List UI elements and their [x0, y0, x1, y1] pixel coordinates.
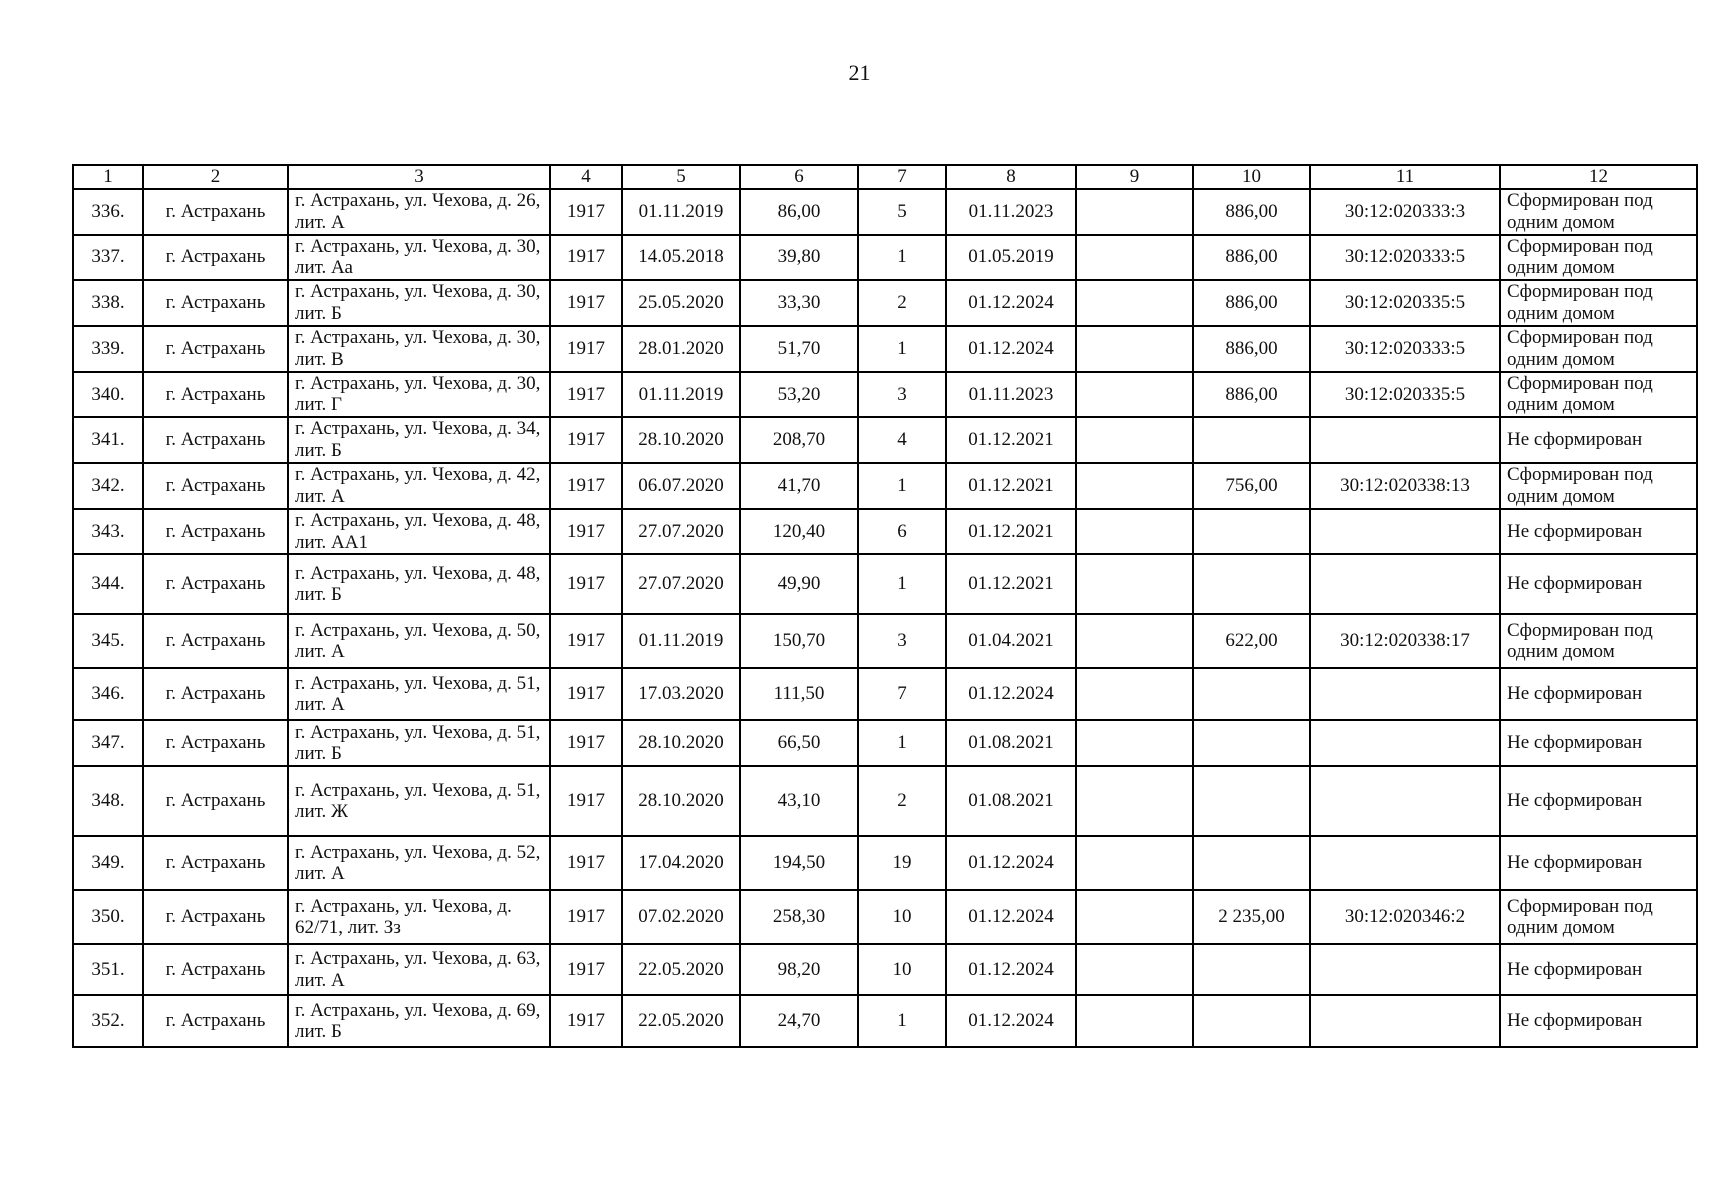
row-number: 349. — [73, 836, 143, 890]
address-cell: г. Астрахань, ул. Чехова, д. 30, лит. В — [288, 326, 550, 372]
area-cell: 86,00 — [740, 189, 858, 235]
address-cell: г. Астрахань, ул. Чехова, д. 34, лит. Б — [288, 417, 550, 463]
area-cell: 43,10 — [740, 766, 858, 836]
column-header-7: 7 — [858, 165, 946, 189]
count-cell: 3 — [858, 614, 946, 668]
start-date-cell: 28.10.2020 — [622, 720, 740, 766]
count-cell: 1 — [858, 463, 946, 509]
row-number: 345. — [73, 614, 143, 668]
year-cell: 1917 — [550, 326, 622, 372]
row-number: 343. — [73, 509, 143, 555]
area-cell: 208,70 — [740, 417, 858, 463]
count-cell: 7 — [858, 668, 946, 720]
row-number: 344. — [73, 554, 143, 614]
end-date-cell: 01.12.2024 — [946, 326, 1076, 372]
end-date-cell: 01.12.2024 — [946, 890, 1076, 944]
end-date-cell: 01.12.2021 — [946, 509, 1076, 555]
table-row — [73, 766, 1697, 836]
area-cell: 49,90 — [740, 554, 858, 614]
address-cell: г. Астрахань, ул. Чехова, д. 69, лит. Б — [288, 995, 550, 1047]
land-area-cell — [1193, 417, 1310, 463]
count-cell: 6 — [858, 509, 946, 555]
land-status-cell: Не сформирован — [1500, 417, 1697, 463]
year-cell: 1917 — [550, 235, 622, 281]
city-cell: г. Астрахань — [143, 417, 288, 463]
year-cell: 1917 — [550, 720, 622, 766]
area-cell: 150,70 — [740, 614, 858, 668]
row-number: 351. — [73, 944, 143, 995]
address-cell: г. Астрахань, ул. Чехова, д. 42, лит. А — [288, 463, 550, 509]
city-cell: г. Астрахань — [143, 890, 288, 944]
column-9-cell — [1076, 995, 1193, 1047]
land-status-cell: Не сформирован — [1500, 836, 1697, 890]
count-cell: 2 — [858, 280, 946, 326]
cadastral-number-cell — [1310, 766, 1500, 836]
year-cell: 1917 — [550, 554, 622, 614]
year-cell: 1917 — [550, 509, 622, 555]
land-area-cell: 886,00 — [1193, 372, 1310, 418]
land-area-cell: 886,00 — [1193, 280, 1310, 326]
count-cell: 1 — [858, 554, 946, 614]
land-area-cell: 886,00 — [1193, 235, 1310, 281]
area-cell: 258,30 — [740, 890, 858, 944]
start-date-cell: 28.01.2020 — [622, 326, 740, 372]
land-status-cell: Не сформирован — [1500, 509, 1697, 555]
cadastral-number-cell — [1310, 509, 1500, 555]
column-header-8: 8 — [946, 165, 1076, 189]
city-cell: г. Астрахань — [143, 280, 288, 326]
start-date-cell: 14.05.2018 — [622, 235, 740, 281]
area-cell: 53,20 — [740, 372, 858, 418]
end-date-cell: 01.12.2024 — [946, 668, 1076, 720]
city-cell: г. Астрахань — [143, 463, 288, 509]
start-date-cell: 06.07.2020 — [622, 463, 740, 509]
column-9-cell — [1076, 766, 1193, 836]
land-status-cell: Сформирован под одним домом — [1500, 614, 1697, 668]
start-date-cell: 07.02.2020 — [622, 890, 740, 944]
table-row — [73, 189, 1697, 235]
city-cell: г. Астрахань — [143, 326, 288, 372]
row-number: 338. — [73, 280, 143, 326]
row-number: 337. — [73, 235, 143, 281]
land-status-cell: Не сформирован — [1500, 944, 1697, 995]
address-cell: г. Астрахань, ул. Чехова, д. 30, лит. Б — [288, 280, 550, 326]
year-cell: 1917 — [550, 372, 622, 418]
table-row — [73, 463, 1697, 509]
area-cell: 39,80 — [740, 235, 858, 281]
start-date-cell: 17.03.2020 — [622, 668, 740, 720]
table-row — [73, 720, 1697, 766]
row-number: 348. — [73, 766, 143, 836]
cadastral-number-cell: 30:12:020333:5 — [1310, 235, 1500, 281]
city-cell: г. Астрахань — [143, 189, 288, 235]
page-number: 21 — [848, 60, 871, 85]
column-9-cell — [1076, 944, 1193, 995]
column-9-cell — [1076, 326, 1193, 372]
end-date-cell: 01.11.2023 — [946, 372, 1076, 418]
cadastral-number-cell — [1310, 417, 1500, 463]
end-date-cell: 01.05.2019 — [946, 235, 1076, 281]
land-status-cell: Сформирован под одним домом — [1500, 372, 1697, 418]
start-date-cell: 01.11.2019 — [622, 189, 740, 235]
column-header-1: 1 — [73, 165, 143, 189]
year-cell: 1917 — [550, 890, 622, 944]
cadastral-number-cell: 30:12:020346:2 — [1310, 890, 1500, 944]
city-cell: г. Астрахань — [143, 766, 288, 836]
address-cell: г. Астрахань, ул. Чехова, д. 52, лит. А — [288, 836, 550, 890]
table-row — [73, 280, 1697, 326]
city-cell: г. Астрахань — [143, 554, 288, 614]
table-row — [73, 890, 1697, 944]
column-9-cell — [1076, 235, 1193, 281]
cadastral-number-cell — [1310, 720, 1500, 766]
land-area-cell — [1193, 944, 1310, 995]
cadastral-number-cell: 30:12:020335:5 — [1310, 280, 1500, 326]
column-9-cell — [1076, 890, 1193, 944]
row-number: 346. — [73, 668, 143, 720]
city-cell: г. Астрахань — [143, 720, 288, 766]
year-cell: 1917 — [550, 995, 622, 1047]
land-area-cell — [1193, 995, 1310, 1047]
table-row — [73, 509, 1697, 555]
count-cell: 4 — [858, 417, 946, 463]
city-cell: г. Астрахань — [143, 995, 288, 1047]
start-date-cell: 17.04.2020 — [622, 836, 740, 890]
row-number: 342. — [73, 463, 143, 509]
count-cell: 5 — [858, 189, 946, 235]
cadastral-number-cell — [1310, 944, 1500, 995]
address-cell: г. Астрахань, ул. Чехова, д. 51, лит. Ж — [288, 766, 550, 836]
column-header-5: 5 — [622, 165, 740, 189]
year-cell: 1917 — [550, 836, 622, 890]
address-cell: г. Астрахань, ул. Чехова, д. 63, лит. А — [288, 944, 550, 995]
column-9-cell — [1076, 417, 1193, 463]
column-9-cell — [1076, 372, 1193, 418]
table-row — [73, 372, 1697, 418]
address-cell: г. Астрахань, ул. Чехова, д. 51, лит. А — [288, 668, 550, 720]
count-cell: 1 — [858, 235, 946, 281]
row-number: 339. — [73, 326, 143, 372]
column-header-9: 9 — [1076, 165, 1193, 189]
address-cell: г. Астрахань, ул. Чехова, д. 50, лит. А — [288, 614, 550, 668]
end-date-cell: 01.04.2021 — [946, 614, 1076, 668]
area-cell: 41,70 — [740, 463, 858, 509]
year-cell: 1917 — [550, 668, 622, 720]
area-cell: 98,20 — [740, 944, 858, 995]
cadastral-number-cell: 30:12:020338:17 — [1310, 614, 1500, 668]
end-date-cell: 01.08.2021 — [946, 720, 1076, 766]
column-header-11: 11 — [1310, 165, 1500, 189]
end-date-cell: 01.12.2024 — [946, 280, 1076, 326]
count-cell: 3 — [858, 372, 946, 418]
column-9-cell — [1076, 509, 1193, 555]
end-date-cell: 01.12.2021 — [946, 554, 1076, 614]
column-9-cell — [1076, 280, 1193, 326]
land-area-cell — [1193, 509, 1310, 555]
address-cell: г. Астрахань, ул. Чехова, д. 48, лит. АА1 — [288, 509, 550, 555]
land-area-cell — [1193, 836, 1310, 890]
start-date-cell: 28.10.2020 — [622, 417, 740, 463]
table-row — [73, 417, 1697, 463]
start-date-cell: 01.11.2019 — [622, 614, 740, 668]
row-number: 350. — [73, 890, 143, 944]
column-header-10: 10 — [1193, 165, 1310, 189]
table-body — [73, 189, 1697, 1048]
land-status-cell: Не сформирован — [1500, 554, 1697, 614]
column-9-cell — [1076, 614, 1193, 668]
cadastral-number-cell — [1310, 668, 1500, 720]
cadastral-number-cell — [1310, 836, 1500, 890]
year-cell: 1917 — [550, 463, 622, 509]
address-cell: г. Астрахань, ул. Чехова, д. 62/71, лит. Зз — [288, 890, 550, 944]
city-cell: г. Астрахань — [143, 944, 288, 995]
address-cell: г. Астрахань, ул. Чехова, д. 26, лит. А — [288, 189, 550, 235]
table-row — [73, 668, 1697, 720]
year-cell: 1917 — [550, 280, 622, 326]
land-status-cell: Сформирован под одним домом — [1500, 189, 1697, 235]
land-area-cell: 756,00 — [1193, 463, 1310, 509]
land-area-cell: 886,00 — [1193, 326, 1310, 372]
column-header-2: 2 — [143, 165, 288, 189]
land-status-cell: Не сформирован — [1500, 995, 1697, 1047]
table-row — [73, 554, 1697, 614]
column-header-4: 4 — [550, 165, 622, 189]
cadastral-number-cell: 30:12:020333:5 — [1310, 326, 1500, 372]
housing-registry-table — [72, 164, 1698, 1048]
column-9-cell — [1076, 668, 1193, 720]
land-area-cell: 886,00 — [1193, 189, 1310, 235]
city-cell: г. Астрахань — [143, 836, 288, 890]
year-cell: 1917 — [550, 417, 622, 463]
cadastral-number-cell: 30:12:020338:13 — [1310, 463, 1500, 509]
column-9-cell — [1076, 554, 1193, 614]
start-date-cell: 28.10.2020 — [622, 766, 740, 836]
column-9-cell — [1076, 836, 1193, 890]
count-cell: 10 — [858, 890, 946, 944]
count-cell: 1 — [858, 326, 946, 372]
land-status-cell: Сформирован под одним домом — [1500, 326, 1697, 372]
year-cell: 1917 — [550, 766, 622, 836]
column-9-cell — [1076, 463, 1193, 509]
area-cell: 24,70 — [740, 995, 858, 1047]
cadastral-number-cell: 30:12:020335:5 — [1310, 372, 1500, 418]
column-9-cell — [1076, 720, 1193, 766]
start-date-cell: 25.05.2020 — [622, 280, 740, 326]
table-row — [73, 326, 1697, 372]
land-area-cell — [1193, 668, 1310, 720]
city-cell: г. Астрахань — [143, 509, 288, 555]
count-cell: 10 — [858, 944, 946, 995]
start-date-cell: 01.11.2019 — [622, 372, 740, 418]
cadastral-number-cell — [1310, 995, 1500, 1047]
row-number: 340. — [73, 372, 143, 418]
count-cell: 1 — [858, 995, 946, 1047]
city-cell: г. Астрахань — [143, 614, 288, 668]
end-date-cell: 01.12.2024 — [946, 836, 1076, 890]
land-area-cell — [1193, 766, 1310, 836]
land-status-cell: Сформирован под одним домом — [1500, 235, 1697, 281]
address-cell: г. Астрахань, ул. Чехова, д. 30, лит. Аа — [288, 235, 550, 281]
column-header-6: 6 — [740, 165, 858, 189]
count-cell: 1 — [858, 720, 946, 766]
table-row — [73, 235, 1697, 281]
table-row — [73, 995, 1697, 1047]
column-header-3: 3 — [288, 165, 550, 189]
start-date-cell: 22.05.2020 — [622, 944, 740, 995]
land-area-cell — [1193, 720, 1310, 766]
end-date-cell: 01.08.2021 — [946, 766, 1076, 836]
count-cell: 19 — [858, 836, 946, 890]
city-cell: г. Астрахань — [143, 235, 288, 281]
row-number: 347. — [73, 720, 143, 766]
table-row — [73, 614, 1697, 668]
row-number: 352. — [73, 995, 143, 1047]
row-number: 336. — [73, 189, 143, 235]
land-status-cell: Не сформирован — [1500, 766, 1697, 836]
land-area-cell: 2 235,00 — [1193, 890, 1310, 944]
column-header-12: 12 — [1500, 165, 1697, 189]
address-cell: г. Астрахань, ул. Чехова, д. 48, лит. Б — [288, 554, 550, 614]
table-row — [73, 944, 1697, 995]
end-date-cell: 01.12.2024 — [946, 995, 1076, 1047]
area-cell: 111,50 — [740, 668, 858, 720]
address-cell: г. Астрахань, ул. Чехова, д. 51, лит. Б — [288, 720, 550, 766]
city-cell: г. Астрахань — [143, 668, 288, 720]
start-date-cell: 22.05.2020 — [622, 995, 740, 1047]
address-cell: г. Астрахань, ул. Чехова, д. 30, лит. Г — [288, 372, 550, 418]
year-cell: 1917 — [550, 189, 622, 235]
area-cell: 120,40 — [740, 509, 858, 555]
land-status-cell: Сформирован под одним домом — [1500, 463, 1697, 509]
row-number: 341. — [73, 417, 143, 463]
area-cell: 194,50 — [740, 836, 858, 890]
start-date-cell: 27.07.2020 — [622, 554, 740, 614]
header-row — [73, 165, 1697, 189]
end-date-cell: 01.11.2023 — [946, 189, 1076, 235]
column-9-cell — [1076, 189, 1193, 235]
table-row — [73, 836, 1697, 890]
area-cell: 51,70 — [740, 326, 858, 372]
end-date-cell: 01.12.2021 — [946, 463, 1076, 509]
land-status-cell: Не сформирован — [1500, 668, 1697, 720]
year-cell: 1917 — [550, 614, 622, 668]
start-date-cell: 27.07.2020 — [622, 509, 740, 555]
cadastral-number-cell: 30:12:020333:3 — [1310, 189, 1500, 235]
year-cell: 1917 — [550, 944, 622, 995]
count-cell: 2 — [858, 766, 946, 836]
land-area-cell — [1193, 554, 1310, 614]
land-status-cell: Не сформирован — [1500, 720, 1697, 766]
end-date-cell: 01.12.2024 — [946, 944, 1076, 995]
area-cell: 66,50 — [740, 720, 858, 766]
land-status-cell: Сформирован под одним домом — [1500, 890, 1697, 944]
area-cell: 33,30 — [740, 280, 858, 326]
city-cell: г. Астрахань — [143, 372, 288, 418]
land-status-cell: Сформирован под одним домом — [1500, 280, 1697, 326]
land-area-cell: 622,00 — [1193, 614, 1310, 668]
end-date-cell: 01.12.2021 — [946, 417, 1076, 463]
cadastral-number-cell — [1310, 554, 1500, 614]
